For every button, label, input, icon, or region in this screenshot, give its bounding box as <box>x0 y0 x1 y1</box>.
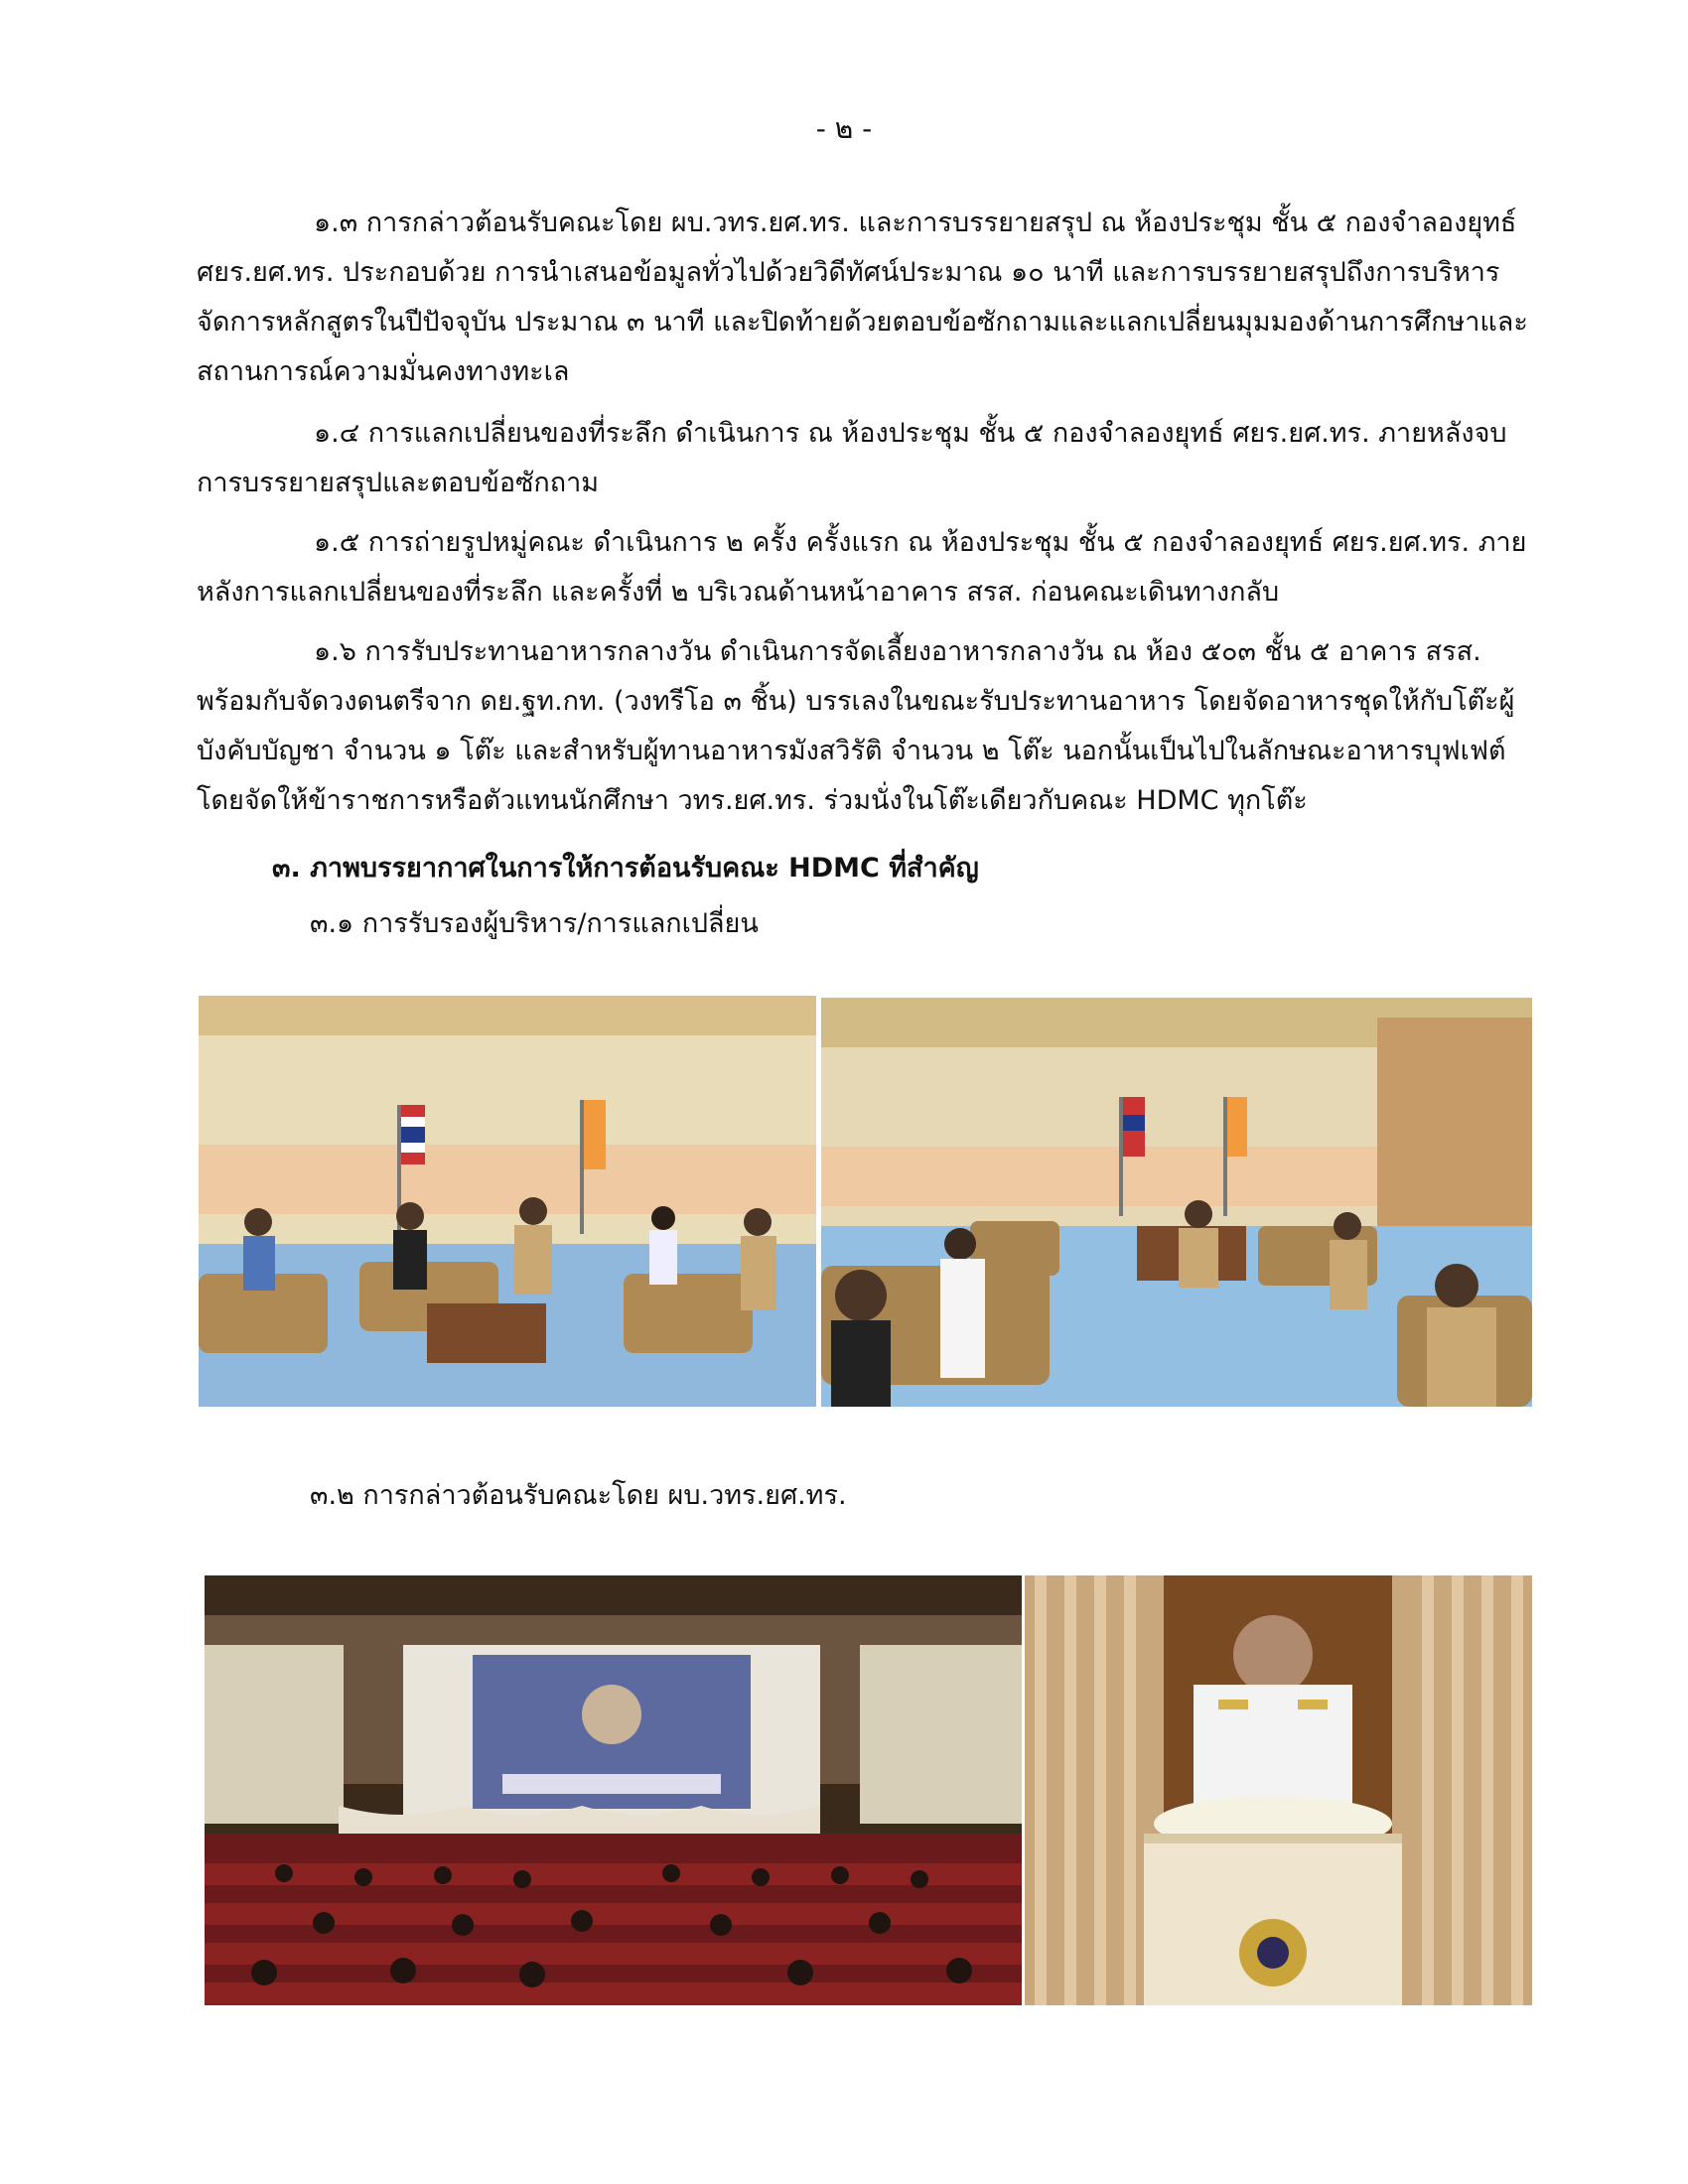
page-number: - ๒ - <box>815 112 873 145</box>
section-heading: ๓. ภาพบรรยากาศในการให้การต้อนรับคณะ HDMC ที่สำคัญ <box>272 853 979 884</box>
paragraph-1-5: ๑.๕ การถ่ายรูปหมู่คณะ ดำเนินการ ๒ ครั้ง ครั้งแรก ณ ห้องประชุม ชั้น ๕ กองจำลองยุทธ์ ศยร.ยศ.ทร. ภายหลังการแลกเปลี่ยนของที่ระลึก และครั้งที่ ๒ บริเวณด้านหน้าอาคาร สรส. ก่อนคณะเดินทางกลับ <box>197 527 1527 608</box>
reception-photo-right <box>821 998 1532 1407</box>
auditorium-photo <box>205 1575 1022 2005</box>
paragraph-1-3: ๑.๓ การกล่าวต้อนรับคณะโดย ผบ.วทร.ยศ.ทร. และการบรรยายสรุป ณ ห้องประชุม ชั้น ๕ กองจำลองยุทธ์ ศยร.ยศ.ทร. ประกอบด้วย การนำเสนอข้อมูลทั่วไปด้วยวิดีทัศน์ประมาณ ๑๐ นาที และการบรรยายสรุปถึงการบริหารจัดการหลักสูตรในปีปัจจุบัน ประมาณ ๓ นาที และปิดท้ายด้วยตอบข้อซักถามและแลกเปลี่ยนมุมมองด้านการศึกษาและสถานการณ์ความมั่นคงทางทะเล <box>197 207 1528 387</box>
paragraph-1-4: ๑.๔ การแลกเปลี่ยนของที่ระลึก ดำเนินการ ณ ห้องประชุม ชั้น ๕ กองจำลองยุทธ์ ศยร.ยศ.ทร. ภายหลังจบการบรรยายสรุปและตอบข้อซักถาม <box>197 418 1507 498</box>
speaker-podium-photo <box>1025 1575 1532 2005</box>
subsection-3-2: ๓.๒ การกล่าวต้อนรับคณะโดย ผบ.วทร.ยศ.ทร. <box>310 1480 847 1511</box>
reception-photo-left <box>199 996 816 1407</box>
subsection-3-1: ๓.๑ การรับรองผู้บริหาร/การแลกเปลี่ยน <box>310 908 759 939</box>
paragraph-1-6: ๑.๖ การรับประทานอาหารกลางวัน ดำเนินการจัดเลี้ยงอาหารกลางวัน ณ ห้อง ๕๐๓ ชั้น ๕ อาคาร สรส. พร้อมกับจัดวงดนตรีจาก ดย.ฐท.กท. (วงทรีโอ ๓ ชิ้น) บรรเลงในขณะรับประทานอาหาร โดยจัดอาหารชุดให้กับโต๊ะผู้บังคับบัญชา จำนวน ๑ โต๊ะ และสำหรับผู้ทานอาหารมังสวิรัติ จำนวน ๒ โต๊ะ นอกนั้นเป็นไปในลักษณะอาหารบุฟเฟต์ โดยจัดให้ข้าราชการหรือตัวแทนนักศึกษา วทร.ยศ.ทร. ร่วมนั่งในโต๊ะเดียวกับคณะ HDMC ทุกโต๊ะ <box>197 636 1515 816</box>
